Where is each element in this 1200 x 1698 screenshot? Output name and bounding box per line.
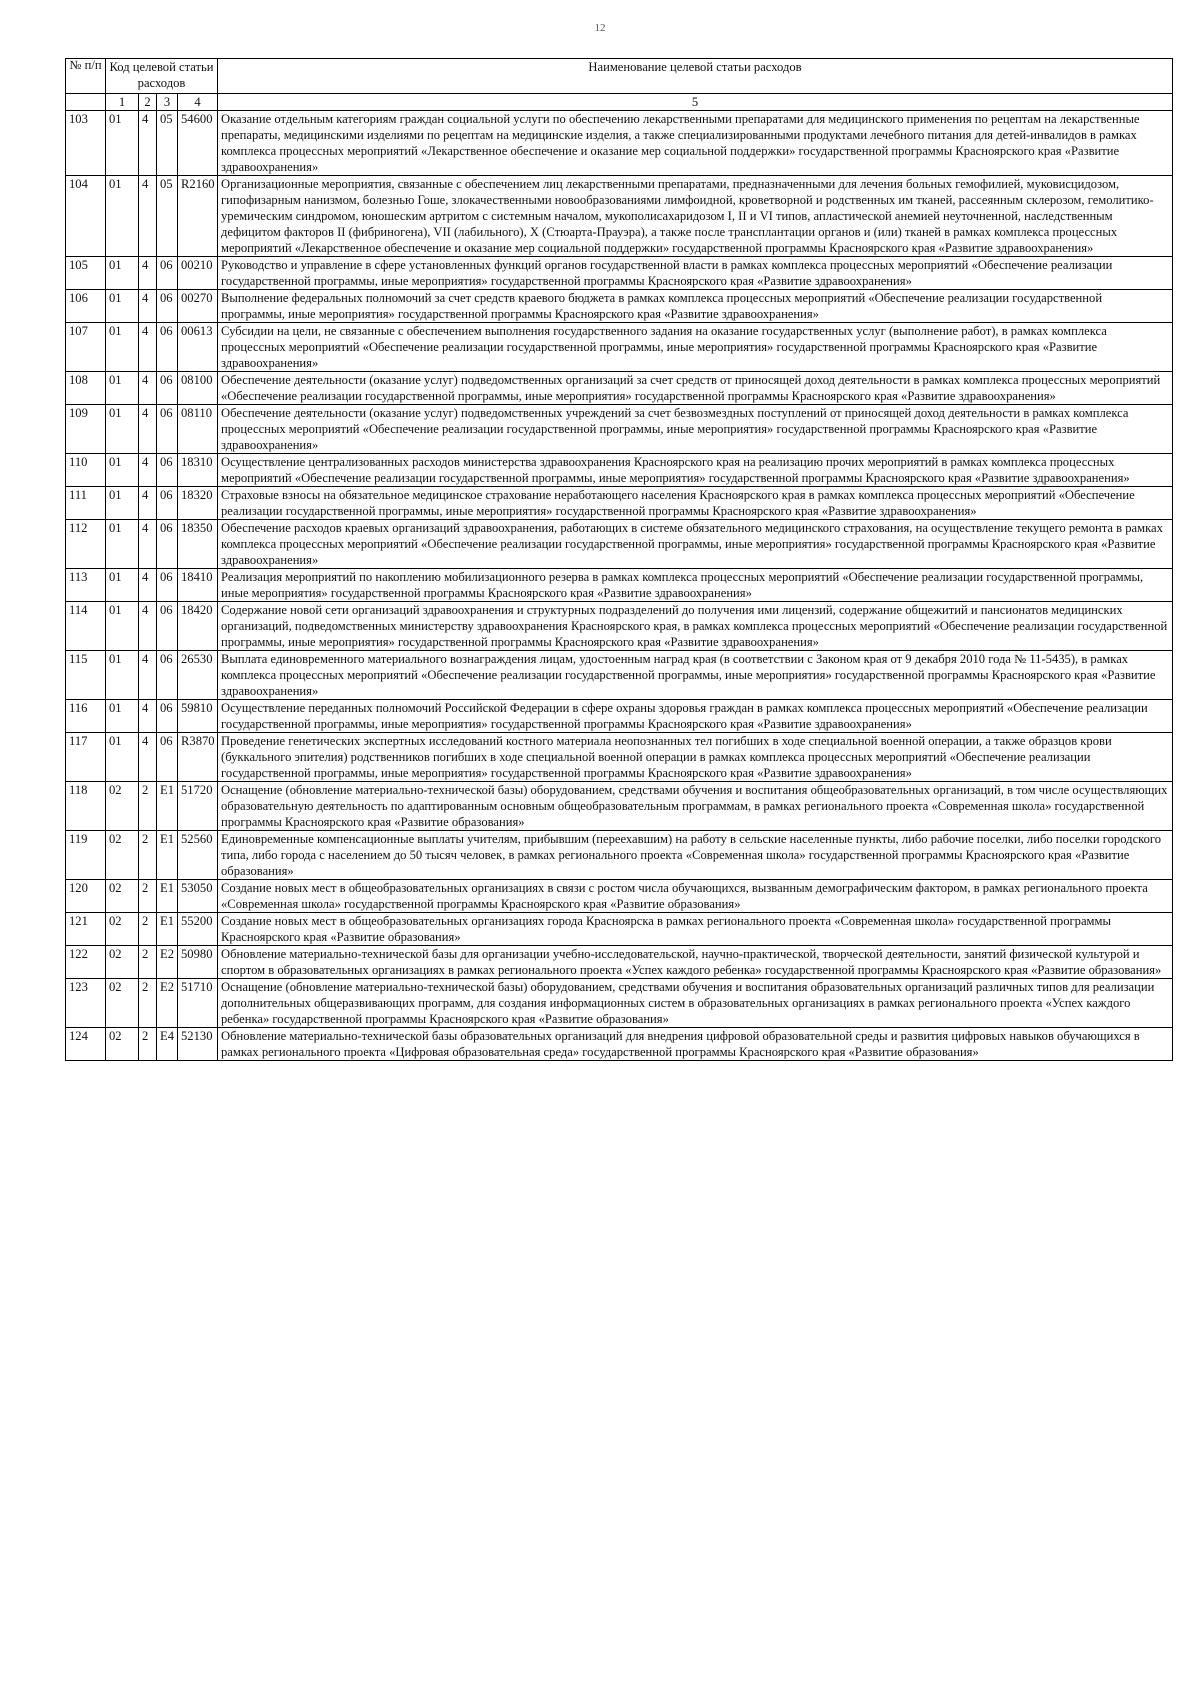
table-row: [66, 880, 1173, 913]
code-item: R2160: [178, 176, 218, 257]
row-number: 121: [66, 913, 106, 946]
table-row: [66, 782, 1173, 831]
code-item: 18420: [178, 602, 218, 651]
table-row: [66, 405, 1173, 454]
column-number: 5: [218, 94, 1173, 111]
row-number: 117: [66, 733, 106, 782]
table-body: [66, 111, 1173, 1061]
code-section: 06: [157, 323, 178, 372]
row-number: 106: [66, 290, 106, 323]
code-item: 26530: [178, 651, 218, 700]
table-row: [66, 290, 1173, 323]
code-item: 50980: [178, 946, 218, 979]
row-number: 110: [66, 454, 106, 487]
code-program: 01: [106, 111, 139, 176]
table-row: [66, 257, 1173, 290]
code-subprogram: 2: [139, 831, 157, 880]
code-item: 18350: [178, 520, 218, 569]
header-expense-name: Наименование целевой статьи расходов: [218, 59, 1173, 94]
expense-name: Субсидии на цели, не связанные с обеспечением выполнения государственного задания на оказание государственных услуг (выполнение работ), в рамках комплекса процессных мероприятий «Обеспечение реализации государственной программы, иные мероприятия» государственной программы Красноярского края «Развитие здравоохранения»: [218, 323, 1173, 372]
code-subprogram: 4: [139, 323, 157, 372]
table-row: [66, 454, 1173, 487]
column-number: 4: [178, 94, 218, 111]
code-section: 06: [157, 454, 178, 487]
code-program: 01: [106, 520, 139, 569]
expense-name: Обновление материально-технической базы образовательных организаций для внедрения цифровой образовательной среды и развития цифровых навыков обучающихся в рамках регионального проекта «Цифровая образовательная среда» государственной программы Красноярского края «Развитие образования»: [218, 1028, 1173, 1061]
expense-name: Оснащение (обновление материально-технической базы) оборудованием, средствами обучения и воспитания общеобразовательных организаций, в том числе осуществляющих образовательную деятельность по адаптированным основным общеобразовательным программам, в рамках регионального проекта «Современная школа» государственной программы Красноярского края «Развитие образования»: [218, 782, 1173, 831]
page-number: 12: [594, 22, 606, 34]
expense-name: Обновление материально-технической базы для организации учебно-исследовательской, научно-практической, творческой деятельности, занятий физической культурой и спортом в образовательных организациях в рамках регионального проекта «Успех каждого ребенка» государственной программы Красноярского края «Развитие образования»: [218, 946, 1173, 979]
table-row: [66, 651, 1173, 700]
row-number: 124: [66, 1028, 106, 1061]
expense-name: Оказание отдельным категориям граждан социальной услуги по обеспечению лекарственными препаратами для медицинского применения по рецептам на лекарственные препараты, медицинскими изделиями по рецептам на медицинские изделия, а также специализированными продуктами лечебного питания для детей-инвалидов в рамках комплекса процессных мероприятий «Лекарственное обеспечение и оказание мер социальной поддержки» государственной программы Красноярского края «Развитие здравоохранения»: [218, 111, 1173, 176]
code-item: 55200: [178, 913, 218, 946]
code-section: 06: [157, 520, 178, 569]
row-number: 120: [66, 880, 106, 913]
expense-name: Выплата единовременного материального вознаграждения лицам, удостоенным наград края (в соответствии с Законом края от 9 декабря 2010 года № 11-5435), в рамках комплекса процессных мероприятий «Обеспечение реализации государственной программы, иные мероприятия» государственной программы Красноярского края «Развитие здравоохранения»: [218, 651, 1173, 700]
table-row: [66, 569, 1173, 602]
code-section: E1: [157, 831, 178, 880]
expense-name: Выполнение федеральных полномочий за счет средств краевого бюджета в рамках комплекса процессных мероприятий «Обеспечение реализации государственной программы, иные мероприятия» государственной программы Красноярского края «Развитие здравоохранения»: [218, 290, 1173, 323]
row-number: 109: [66, 405, 106, 454]
code-item: 18320: [178, 487, 218, 520]
code-section: E1: [157, 782, 178, 831]
code-item: 00270: [178, 290, 218, 323]
code-section: 05: [157, 176, 178, 257]
code-subprogram: 4: [139, 651, 157, 700]
expense-name: Организационные мероприятия, связанные с обеспечением лиц лекарственными препаратами, предназначенными для лечения больных гемофилией, муковисцидозом, гипофизарным нанизмом, болезнью Гоше, злокачественными новообразованиями лимфоидной, кроветворной и родственных им тканей, рассеянным склерозом, гемолитико-уремическим синдромом, юношеским артритом с системным началом, мукополисахаридозом I, II и VI типов, апластической анемией неуточненной, наследственным дефицитом факторов II (фибриногена), VII (лабильного), X (Стюарта-Прауэра), а также после трансплантации органов и (или) тканей в рамках комплекса процессных мероприятий «Лекарственное обеспечение и оказание мер социальной поддержки» государственной программы Красноярского края «Развитие здравоохранения»: [218, 176, 1173, 257]
code-program: 01: [106, 323, 139, 372]
row-number: 103: [66, 111, 106, 176]
code-program: 01: [106, 454, 139, 487]
code-subprogram: 2: [139, 782, 157, 831]
table-row: [66, 831, 1173, 880]
table-row: [66, 1028, 1173, 1061]
column-number: 1: [106, 94, 139, 111]
code-subprogram: 4: [139, 487, 157, 520]
expense-name: Создание новых мест в общеобразовательных организациях в связи с ростом числа обучающихся, вызванным демографическим фактором, в рамках регионального проекта «Современная школа» государственной программы Красноярского края «Развитие образования»: [218, 880, 1173, 913]
table-header-row: [66, 59, 1173, 94]
expense-name: Осуществление централизованных расходов министерства здравоохранения Красноярского края на реализацию прочих мероприятий в рамках комплекса процессных мероприятий «Обеспечение реализации государственной программы, иные мероприятия» государственной программы Красноярского края «Развитие здравоохранения»: [218, 454, 1173, 487]
code-item: 59810: [178, 700, 218, 733]
expense-name: Осуществление переданных полномочий Российской Федерации в сфере охраны здоровья граждан в рамках комплекса процессных мероприятий «Обеспечение реализации государственной программы, иные мероприятия» государственной программы Красноярского края «Развитие здравоохранения»: [218, 700, 1173, 733]
code-program: 01: [106, 700, 139, 733]
row-number: 115: [66, 651, 106, 700]
code-section: 06: [157, 372, 178, 405]
row-number: 112: [66, 520, 106, 569]
row-number: 119: [66, 831, 106, 880]
code-program: 01: [106, 405, 139, 454]
code-subprogram: 4: [139, 733, 157, 782]
row-number: 108: [66, 372, 106, 405]
code-subprogram: 4: [139, 700, 157, 733]
expense-name: Содержание новой сети организаций здравоохранения и структурных подразделений до получения ими лицензий, содержание общежитий и пансионатов медицинских организаций, подведомственных министерству здравоохранения Красноярского края, в рамках комплекса процессных мероприятий «Обеспечение реализации государственной программы, иные мероприятия» государственной программы Красноярского края «Развитие здравоохранения»: [218, 602, 1173, 651]
code-subprogram: 2: [139, 1028, 157, 1061]
code-section: 06: [157, 651, 178, 700]
table-row: [66, 946, 1173, 979]
code-section: E2: [157, 946, 178, 979]
code-program: 02: [106, 1028, 139, 1061]
code-item: 00210: [178, 257, 218, 290]
code-section: 06: [157, 290, 178, 323]
header-expense-code: Код целевой статьи расходов: [106, 59, 218, 94]
code-subprogram: 4: [139, 569, 157, 602]
code-item: 00613: [178, 323, 218, 372]
code-program: 02: [106, 946, 139, 979]
code-section: E1: [157, 880, 178, 913]
code-subprogram: 4: [139, 257, 157, 290]
code-item: 51720: [178, 782, 218, 831]
code-program: 01: [106, 372, 139, 405]
code-program: 02: [106, 831, 139, 880]
row-number: 123: [66, 979, 106, 1028]
expense-name: Обеспечение деятельности (оказание услуг) подведомственных организаций за счет средств от приносящей доход деятельности в рамках комплекса процессных мероприятий «Обеспечение реализации государственной программы, иные мероприятия» государственной программы Красноярского края «Развитие здравоохранения»: [218, 372, 1173, 405]
code-subprogram: 4: [139, 454, 157, 487]
column-numbers-row: [66, 94, 1173, 111]
code-item: 08110: [178, 405, 218, 454]
row-number: 111: [66, 487, 106, 520]
row-number: 118: [66, 782, 106, 831]
table-row: [66, 111, 1173, 176]
code-item: 18310: [178, 454, 218, 487]
code-program: 02: [106, 979, 139, 1028]
code-section: 06: [157, 257, 178, 290]
code-program: 01: [106, 733, 139, 782]
code-program: 01: [106, 651, 139, 700]
column-number: 3: [157, 94, 178, 111]
table-row: [66, 176, 1173, 257]
row-number: 105: [66, 257, 106, 290]
table-row: [66, 733, 1173, 782]
code-subprogram: 4: [139, 405, 157, 454]
code-subprogram: 2: [139, 979, 157, 1028]
target-expense-items-table: [65, 58, 1173, 1061]
column-number-blank: [66, 94, 106, 111]
row-number: 114: [66, 602, 106, 651]
table-row: [66, 323, 1173, 372]
code-section: E1: [157, 913, 178, 946]
code-program: 01: [106, 176, 139, 257]
code-program: 01: [106, 290, 139, 323]
table-row: [66, 602, 1173, 651]
table-row: [66, 487, 1173, 520]
code-subprogram: 4: [139, 111, 157, 176]
code-item: 52560: [178, 831, 218, 880]
expense-name: Обеспечение расходов краевых организаций здравоохранения, работающих в системе обязательного медицинского страхования, на осуществление текущего ремонта в рамках комплекса процессных мероприятий «Обеспечение реализации государственной программы, иные мероприятия» государственной программы Красноярского края «Развитие здравоохранения»: [218, 520, 1173, 569]
expense-name: Создание новых мест в общеобразовательных организациях города Красноярска в рамках регионального проекта «Современная школа» государственной программы Красноярского края «Развитие образования»: [218, 913, 1173, 946]
code-subprogram: 4: [139, 372, 157, 405]
row-number: 122: [66, 946, 106, 979]
code-subprogram: 4: [139, 290, 157, 323]
code-program: 01: [106, 602, 139, 651]
code-item: 54600: [178, 111, 218, 176]
code-item: R3870: [178, 733, 218, 782]
code-section: E2: [157, 979, 178, 1028]
table-row: [66, 372, 1173, 405]
expense-name: Руководство и управление в сфере установленных функций органов государственной власти в рамках комплекса процессных мероприятий «Обеспечение реализации государственной программы, иные мероприятия» государственной программы Красноярского края «Развитие здравоохранения»: [218, 257, 1173, 290]
row-number: 107: [66, 323, 106, 372]
expense-name: Оснащение (обновление материально-технической базы) оборудованием, средствами обучения и воспитания образовательных организаций различных типов для реализации дополнительных общеразвивающих программ, для создания информационных систем в образовательных организациях в рамках регионального проекта «Успех каждого ребенка» государственной программы Красноярского края «Развитие образования»: [218, 979, 1173, 1028]
code-section: 06: [157, 569, 178, 602]
table-row: [66, 700, 1173, 733]
expense-name: Обеспечение деятельности (оказание услуг) подведомственных учреждений за счет безвозмездных поступлений от приносящей доход деятельности в рамках комплекса процессных мероприятий «Обеспечение реализации государственной программы, иные мероприятия» государственной программы Красноярского края «Развитие здравоохранения»: [218, 405, 1173, 454]
code-item: 52130: [178, 1028, 218, 1061]
code-item: 08100: [178, 372, 218, 405]
code-section: 06: [157, 405, 178, 454]
code-section: 06: [157, 700, 178, 733]
code-section: 06: [157, 602, 178, 651]
table-row: [66, 520, 1173, 569]
code-section: 06: [157, 487, 178, 520]
code-program: 01: [106, 257, 139, 290]
table-row: [66, 913, 1173, 946]
code-program: 01: [106, 487, 139, 520]
code-subprogram: 2: [139, 946, 157, 979]
code-section: 06: [157, 733, 178, 782]
code-section: 05: [157, 111, 178, 176]
code-item: 18410: [178, 569, 218, 602]
row-number: 104: [66, 176, 106, 257]
row-number: 116: [66, 700, 106, 733]
table-row: [66, 979, 1173, 1028]
expense-name: Страховые взносы на обязательное медицинское страхование неработающего населения Красноярского края в рамках комплекса процессных мероприятий «Обеспечение реализации государственной программы, иные мероприятия» государственной программы Красноярского края «Развитие здравоохранения»: [218, 487, 1173, 520]
code-program: 02: [106, 913, 139, 946]
expense-name: Реализация мероприятий по накоплению мобилизационного резерва в рамках комплекса процессных мероприятий «Обеспечение реализации государственной программы, иные мероприятия» государственной программы Красноярского края «Развитие здравоохранения»: [218, 569, 1173, 602]
header-row-number: № п/п: [66, 59, 106, 94]
expense-name: Проведение генетических экспертных исследований костного материала неопознанных тел погибших в ходе специальной военной операции, а также образцов крови (буккального эпителия) родственников погибших в ходе специальной военной операции в рамках комплекса процессных мероприятий «Обеспечение реализации государственной программы, иные мероприятия» государственной программы Красноярского края «Развитие здравоохранения»: [218, 733, 1173, 782]
code-section: E4: [157, 1028, 178, 1061]
code-program: 02: [106, 782, 139, 831]
expense-name: Единовременные компенсационные выплаты учителям, прибывшим (переехавшим) на работу в сельские населенные пункты, либо рабочие поселки, либо поселки городского типа, либо города с населением до 50 тысяч человек, в рамках регионального проекта «Современная школа» государственной программы Красноярского края «Развитие образования»: [218, 831, 1173, 880]
code-program: 02: [106, 880, 139, 913]
code-subprogram: 4: [139, 602, 157, 651]
code-subprogram: 4: [139, 176, 157, 257]
row-number: 113: [66, 569, 106, 602]
code-subprogram: 2: [139, 913, 157, 946]
code-item: 51710: [178, 979, 218, 1028]
code-program: 01: [106, 569, 139, 602]
code-subprogram: 4: [139, 520, 157, 569]
code-item: 53050: [178, 880, 218, 913]
column-number: 2: [139, 94, 157, 111]
code-subprogram: 2: [139, 880, 157, 913]
